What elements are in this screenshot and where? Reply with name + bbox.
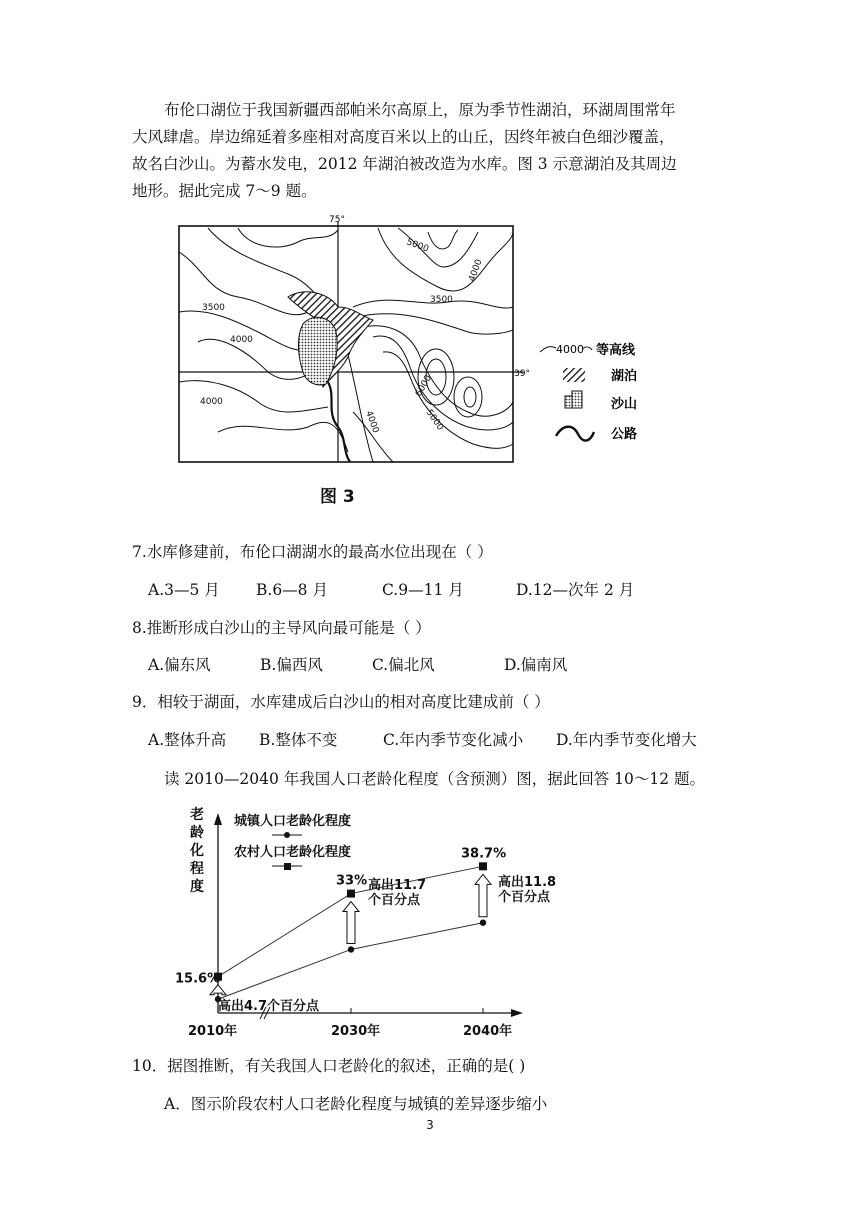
q8-option-a: A.偏东风 — [148, 656, 211, 674]
data-label: 33% — [336, 873, 368, 889]
annotation-2040-line1: 高出11.8 — [498, 875, 557, 890]
annotation-2010: 高出4.7个百分点 — [218, 999, 320, 1014]
q9-option-d: D.年内季节变化增大 — [556, 731, 697, 749]
page-number: 3 — [426, 1118, 434, 1132]
q9-option-c: C.年内季节变化减小 — [383, 731, 524, 749]
aging-chart — [175, 803, 568, 1048]
q8-stem: 8.推断形成白沙山的主导风向最可能是（ ） — [132, 619, 431, 637]
y-axis-arrow — [214, 813, 222, 825]
q7-stem: 7.水库修建前，布伦口湖湖水的最高水位出现在（ ） — [132, 543, 493, 561]
intro2: 读 2010—2040 年我国人口老龄化程度（含预测）图，据此回答 10～12 题。 — [164, 770, 706, 788]
gap-arrow — [475, 874, 491, 916]
annotation-2040-line2: 个百分点 — [498, 890, 551, 905]
q7-options — [148, 577, 634, 603]
legend-contour-label: 等高线 — [596, 343, 636, 358]
legend-road-label: 公路 — [611, 427, 638, 442]
longitude-label: 75° — [329, 215, 345, 225]
annotation-2030-line2: 个百分点 — [368, 893, 421, 908]
q8-option-d: D.偏南风 — [504, 656, 568, 674]
legend-sand-label: 沙山 — [611, 397, 638, 412]
q9-options — [148, 727, 697, 753]
legend-road-icon — [556, 427, 594, 441]
legend-urban-label: 城镇人口老龄化程度 — [234, 814, 352, 829]
latitude-label: 39° — [514, 369, 530, 379]
legend-urban-marker — [284, 832, 290, 838]
x-tick-label: 2030年 — [331, 1024, 381, 1039]
q9-stem: 9．相较于湖面，水库建成后白沙山的相对高度比建成前（ ） — [132, 693, 550, 711]
legend-sand-icon — [565, 391, 582, 408]
contour-label: 6000 — [413, 373, 435, 399]
intro-line: 故名白沙山。为蓄水发电，2012 年湖泊被改造为水库。图 3 示意湖泊及其周边 — [132, 155, 677, 173]
q7-option-c: C.9—11 月 — [382, 581, 464, 599]
contour-label: 4000 — [363, 409, 381, 435]
contour-label: 5000 — [404, 237, 430, 255]
intro-paragraph — [132, 97, 752, 205]
legend-lake-label: 湖泊 — [611, 369, 638, 384]
contour-label: 5000 — [423, 407, 445, 433]
map-legend — [540, 342, 637, 442]
gap-arrow — [343, 902, 359, 944]
x-tick-label: 2040年 — [463, 1024, 513, 1039]
q7-option-d: D.12—次年 2 月 — [516, 581, 635, 599]
q7-option-a: A.3—5 月 — [148, 581, 220, 599]
y-axis-label: 老龄化程度 — [190, 807, 204, 895]
q9-option-a: A.整体升高 — [148, 731, 227, 749]
map-caption: 图 3 — [320, 487, 355, 507]
legend-lake-icon — [563, 368, 585, 382]
intro-line: 大风肆虐。岸边绵延着多座相对高度百米以上的山丘，因终年被白色细沙覆盖， — [132, 128, 675, 146]
contour-label: 4000 — [467, 258, 485, 284]
q10-option-a: A．图示阶段农村人口老龄化程度与城镇的差异逐步缩小 — [164, 1095, 548, 1113]
q9-option-b: B.整体不变 — [259, 731, 338, 749]
rural-point — [479, 862, 487, 870]
q10-stem: 10．据图推断，有关我国人口老龄化的叙述，正确的是( ) — [132, 1057, 526, 1075]
data-label: 15.6% — [175, 971, 221, 987]
q8-option-b: B.偏西风 — [260, 656, 323, 674]
q8-option-c: C.偏北风 — [372, 656, 435, 674]
rural-point — [347, 890, 355, 898]
q8-options — [148, 652, 567, 678]
data-label: 38.7% — [461, 846, 507, 862]
legend-rural-marker — [284, 863, 291, 870]
contour-label: 3500 — [202, 303, 225, 313]
urban-point — [348, 946, 354, 952]
annotation-2030-line1: 高出11.7 — [368, 878, 427, 893]
contour-label: 4000 — [230, 335, 253, 345]
q7-option-b: B.6—8 月 — [256, 581, 328, 599]
legend-rural-label: 农村人口老龄化程度 — [234, 845, 352, 860]
x-axis-arrow — [511, 1009, 523, 1017]
contour-label: 4000 — [200, 397, 223, 407]
topographic-map — [178, 212, 778, 472]
contour-label: 3500 — [430, 295, 453, 305]
x-tick-label: 2010年 — [188, 1024, 238, 1039]
intro-line: 地形。据此完成 7～9 题。 — [132, 182, 317, 200]
legend-contour-value: 4000 — [556, 343, 584, 356]
urban-point — [480, 920, 486, 926]
intro-line: 布伦口湖位于我国新疆西部帕米尔高原上，原为季节性湖泊，环湖周围常年 — [164, 101, 676, 119]
